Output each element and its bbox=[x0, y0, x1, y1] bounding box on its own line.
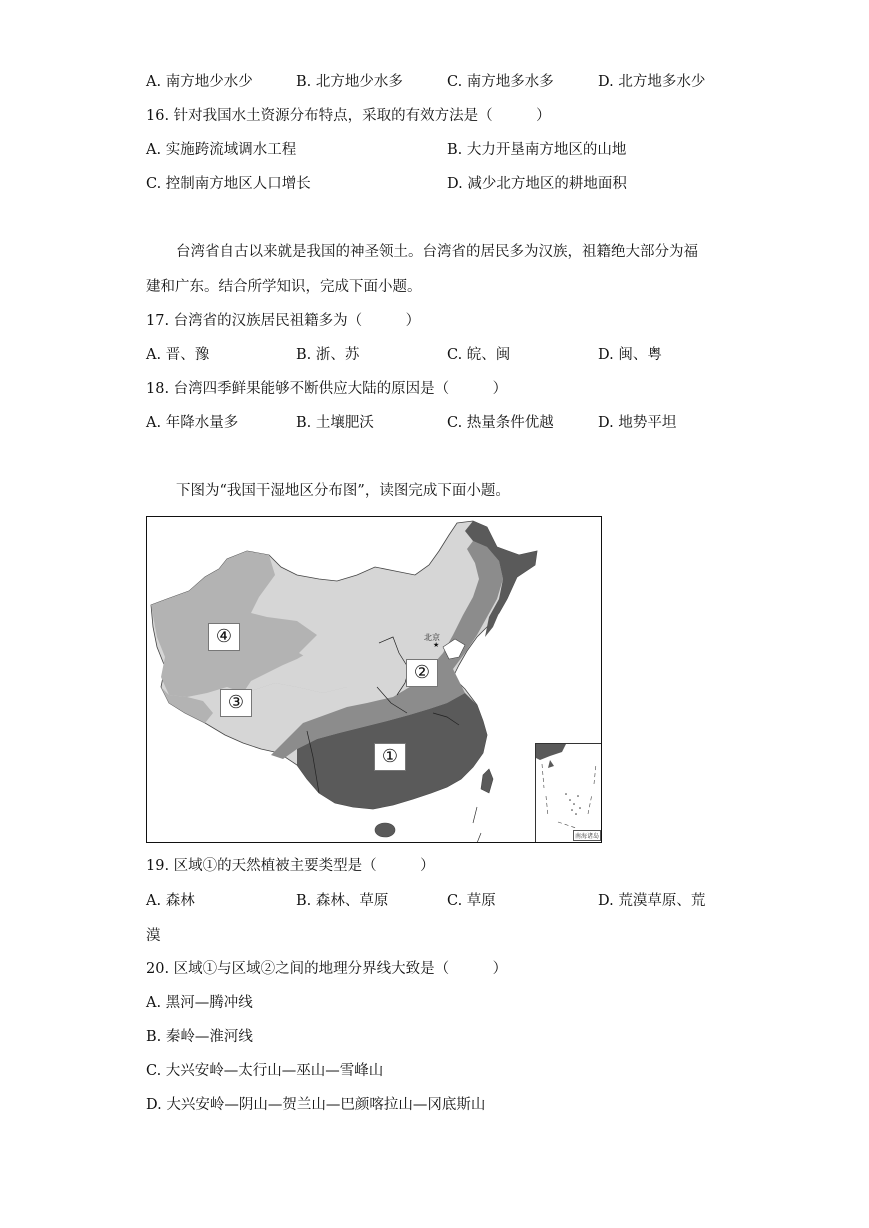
dry-wet-region-map bbox=[146, 516, 602, 843]
q16-option-d: D. 减少北方地区的耕地面积 bbox=[447, 176, 627, 192]
q18-option-b: B. 土壤肥沃 bbox=[296, 415, 374, 431]
q19-option-d-wrap: 漠 bbox=[146, 928, 161, 944]
region-1-label: ① bbox=[374, 743, 406, 771]
q18-option-a: A. 年降水量多 bbox=[146, 415, 239, 431]
q16-option-a: A. 实施跨流域调水工程 bbox=[146, 142, 297, 158]
q15-option-a: A. 南方地少水少 bbox=[146, 74, 253, 90]
q17-option-c: C. 皖、闽 bbox=[447, 347, 511, 363]
inset-label: 南海诸岛 bbox=[573, 830, 601, 841]
q15-option-d: D. 北方地多水少 bbox=[598, 74, 706, 90]
q17-option-b: B. 浙、苏 bbox=[296, 347, 360, 363]
region-4-label: ④ bbox=[208, 623, 240, 651]
q20-option-d: D. 大兴安岭—阴山—贺兰山—巴颜喀拉山—冈底斯山 bbox=[146, 1097, 486, 1113]
q18-stem: 18. 台湾四季鲜果能够不断供应大陆的原因是（ ） bbox=[146, 381, 508, 397]
taiwan-island bbox=[481, 769, 493, 793]
south-china-sea-inset bbox=[535, 743, 602, 843]
q19-option-d: D. 荒漠草原、荒 bbox=[598, 893, 706, 909]
q19-option-c: C. 草原 bbox=[447, 893, 496, 909]
q20-stem: 20. 区域①与区域②之间的地理分界线大致是（ ） bbox=[146, 961, 508, 977]
q17-option-d: D. 闽、粤 bbox=[598, 347, 662, 363]
q15-option-c: C. 南方地多水多 bbox=[447, 74, 554, 90]
capital-label: 北京 bbox=[424, 633, 440, 642]
q17-option-a: A. 晋、豫 bbox=[146, 347, 210, 363]
map-graphic bbox=[147, 517, 602, 843]
passage-taiwan-line1: 台湾省自古以来就是我国的神圣领土。台湾省的居民多为汉族，祖籍绝大部分为福 bbox=[176, 244, 698, 260]
q18-option-d: D. 地势平坦 bbox=[598, 415, 677, 431]
map-intro: 下图为“我国干湿地区分布图”，读图完成下面小题。 bbox=[176, 483, 510, 499]
q20-option-c: C. 大兴安岭—太行山—巫山—雪峰山 bbox=[146, 1063, 384, 1079]
maritime-lines bbox=[473, 807, 481, 843]
q16-option-c: C. 控制南方地区人口增长 bbox=[146, 176, 311, 192]
region-3-label: ③ bbox=[220, 689, 252, 717]
q16-stem: 16. 针对我国水土资源分布特点，采取的有效方法是（ ） bbox=[146, 108, 551, 124]
q19-option-a: A. 森林 bbox=[146, 893, 195, 909]
q20-option-b: B. 秦岭—淮河线 bbox=[146, 1029, 253, 1045]
passage-taiwan-line2: 建和广东。结合所学知识，完成下面小题。 bbox=[146, 279, 422, 295]
region-2-label: ② bbox=[406, 659, 438, 687]
hainan-island bbox=[375, 823, 395, 837]
q16-option-b: B. 大力开垦南方地区的山地 bbox=[447, 142, 627, 158]
beijing-star: ★ bbox=[433, 641, 440, 649]
q18-option-c: C. 热量条件优越 bbox=[447, 415, 554, 431]
q17-stem: 17. 台湾省的汉族居民祖籍多为（ ） bbox=[146, 313, 421, 329]
q20-option-a: A. 黑河—腾冲线 bbox=[146, 995, 253, 1011]
inset-graphic bbox=[536, 744, 602, 842]
q19-option-b: B. 森林、草原 bbox=[296, 893, 389, 909]
q15-option-b: B. 北方地少水多 bbox=[296, 74, 403, 90]
q19-stem: 19. 区域①的天然植被主要类型是（ ） bbox=[146, 858, 435, 874]
